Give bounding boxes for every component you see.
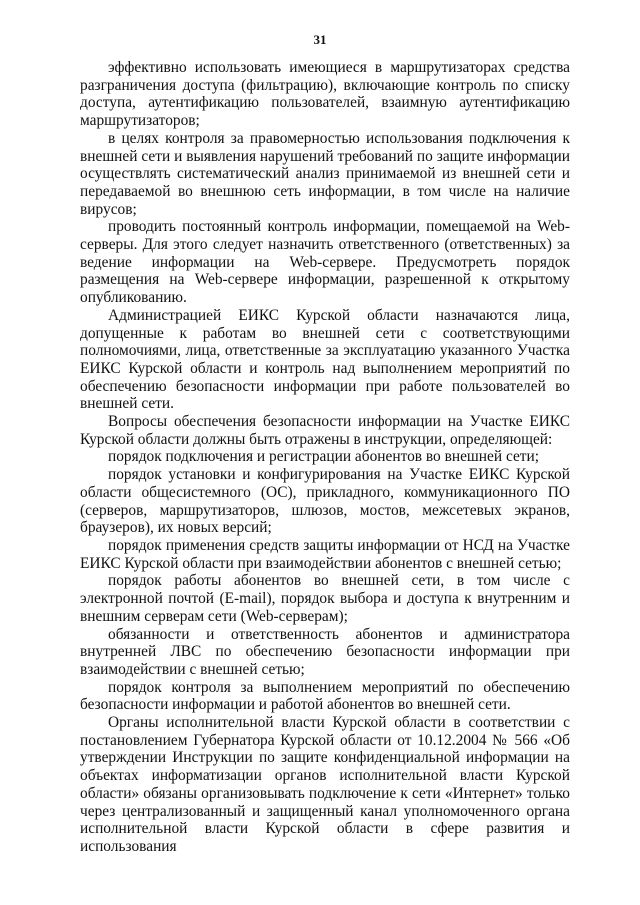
body-text: [80, 59, 570, 856]
paragraph: проводить постоянный контроль информации, помещаемой на Web-серверы. Для этого следует назначить ответственного (ответственных) за ведение информации на Web-сервере. Предусмотреть порядок размещения на Web-сервере информации, разрешенной к открытому опубликованию.: [80, 218, 570, 307]
paragraph: порядок подключения и регистрации абонентов во внешней сети;: [108, 448, 540, 466]
paragraph: Администрацией ЕИКС Курской области назначаются лица, допущенные к работам во внешней сети с соответствующими полномочиями, лица, ответственные за эксплуатацию указанного Участка ЕИКС Курской области и контроль над выполнением мероприятий по обеспечению безопасности информации при работе пользователей во внешней сети.: [80, 306, 570, 413]
paragraph: порядок установки и конфигурирования на Участке ЕИКС Курской области общесистемного (ОС), прикладного, коммуникационного ПО (серверов, маршрутизаторов, шлюзов, мостов, межсетевых экранов, браузеров), их новых версий;: [80, 466, 570, 537]
paragraph: в целях контроля за правомерностью использования подключения к внешней сети и выявления нарушений требований по защите информации осуществлять систематический анализ принимаемой из внешней сети и передаваемой во внешнюю сеть информации, в том числе на наличие вирусов;: [80, 129, 570, 218]
paragraph: Органы исполнительной власти Курской области в соответствии с постановлением Губернатора Курской области от 10.12.2004 № 566 «Об утверждении Инструкции по защите конфиденциальной информации на объектах информатизации органов исполнительной власти Курской области» обязаны организовывать подключение к сети «Интернет» только через централизованный и защищенный канал уполномоченного органа исполнительной власти Курской области в сфере развития и использования: [80, 714, 570, 855]
paragraph: Вопросы обеспечения безопасности информации на Участке ЕИКС Курской области должны быть отражены в инструкции, определяющей:: [80, 413, 570, 448]
page-number: 31: [313, 32, 327, 47]
paragraph: порядок применения средств защиты информации от НСД на Участке ЕИКС Курской области при взаимодействии абонентов с внешней сетью;: [80, 536, 570, 572]
paragraph: порядок контроля за выполнением мероприятий по обеспечению безопасности информации и работой абонентов во внешней сети.: [80, 678, 570, 714]
paragraph: обязанности и ответственность абонентов и администратора внутренней ЛВС по обеспечению безопасности информации при взаимодействии с внешней сетью;: [80, 625, 570, 678]
paragraph: эффективно использовать имеющиеся в маршрутизаторах средства разграничения доступа (фильтрацию), включающие контроль по списку доступа, аутентификацию пользователей, взаимную аутентификацию маршрутизаторов;: [80, 59, 570, 130]
paragraph: порядок работы абонентов во внешней сети, в том числе с электронной почтой (E-mail), порядок выбора и доступа к внутренним и внешним серверам сети (Web-серверам);: [80, 572, 570, 625]
